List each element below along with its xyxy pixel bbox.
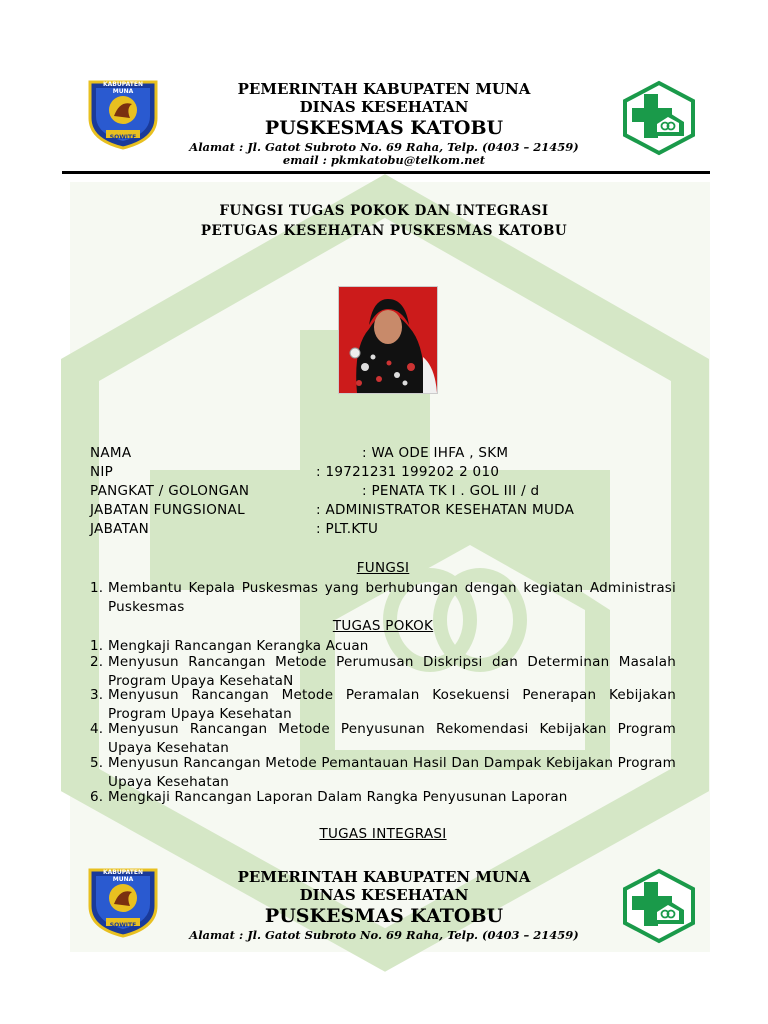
- tugas-pokok-item-number: 5.: [90, 755, 104, 771]
- emblem-top-text: KABUPATEN MUNA: [103, 869, 143, 883]
- header-email: email : pkmkatobu@telkom.net: [282, 153, 486, 167]
- field-label-jabatan: JABATAN: [90, 521, 150, 537]
- tugas-pokok-item-text: Menyusun Rancangan Metode Perumusan Diskripsi dan Determinan Masalah Program Upaya KesehataN: [108, 654, 676, 689]
- header-divider: [62, 171, 710, 174]
- tugas-pokok-item-number: 4.: [90, 721, 104, 737]
- emblem-bottom-text: SOWITE: [109, 134, 137, 141]
- fungsi-item-number: 1.: [90, 580, 104, 596]
- tugas-pokok-item-text: Menyusun Rancangan Metode Penyusunan Rekomendasi Kebijakan Program Upaya Kesehatan: [108, 721, 676, 756]
- tugas-pokok-item-text: Menyusun Rancangan Metode Peramalan Kosekuensi Penerapan Kebijakan Program Upaya Kesehatan: [108, 687, 676, 722]
- tugas-pokok-item: [90, 686, 676, 720]
- section-heading-tugas-pokok: TUGAS POKOK: [332, 618, 434, 634]
- tugas-pokok-item: [90, 653, 676, 687]
- field-label-nama: NAMA: [90, 445, 132, 461]
- footer-header-department: DINAS KESEHATAN: [299, 886, 469, 904]
- tugas-pokok-item-number: 6.: [90, 789, 104, 805]
- fungsi-item-text: Membantu Kepala Puskesmas yang berhubungan dengan kegiatan Administrasi Puskesmas: [108, 580, 676, 615]
- footer-header-puskesmas: PUSKESMAS KATOBU: [264, 905, 504, 927]
- footer-header-address: Alamat : Jl. Gatot Subroto No. 69 Raha, Telp. (0403 – 21459): [189, 928, 579, 942]
- field-label-nip: NIP: [90, 464, 114, 480]
- tugas-pokok-item-text: Mengkaji Rancangan Laporan Dalam Rangka Penyusunan Laporan: [108, 789, 568, 805]
- emblem-top-text: KABUPATEN MUNA: [103, 81, 143, 95]
- tugas-pokok-item-number: 1.: [90, 638, 104, 654]
- fungsi-item: [90, 579, 676, 617]
- header-puskesmas: PUSKESMAS KATOBU: [264, 117, 504, 139]
- tugas-pokok-item-number: 2.: [90, 654, 104, 670]
- document-title-line1: FUNGSI TUGAS POKOK DAN INTEGRASI: [219, 203, 549, 219]
- tugas-pokok-item-text: Menyusun Rancangan Metode Pemantauan Hasil Dan Dampak Kebijakan Program Upaya Kesehatan: [108, 755, 676, 790]
- footer-header-government: PEMERINTAH KABUPATEN MUNA: [237, 868, 531, 886]
- tugas-pokok-item: [90, 720, 676, 754]
- header-department: DINAS KESEHATAN: [299, 98, 469, 116]
- field-value-nama: : WA ODE IHFA , SKM: [362, 445, 509, 461]
- staff-photo: [338, 286, 438, 394]
- puskesmas-logo-icon: [622, 868, 696, 944]
- field-value-nip: : 19721231 199202 2 010: [316, 464, 500, 480]
- field-value-jabatan: : PLT.KTU: [316, 521, 379, 537]
- section-heading-fungsi: FUNGSI: [356, 560, 410, 576]
- header-government: PEMERINTAH KABUPATEN MUNA: [237, 80, 531, 98]
- emblem-bottom-text: SOWITE: [109, 922, 137, 929]
- section-heading-tugas-integrasi: TUGAS INTEGRASI: [319, 826, 447, 842]
- tugas-pokok-item: [90, 788, 676, 806]
- tugas-pokok-item-number: 3.: [90, 687, 104, 703]
- puskesmas-logo-icon: [622, 80, 696, 156]
- tugas-pokok-item-text: Mengkaji Rancangan Kerangka Acuan: [108, 638, 369, 654]
- field-label-pangkat: PANGKAT / GOLONGAN: [90, 483, 250, 499]
- field-value-jabatan-fungsional: : ADMINISTRATOR KESEHATAN MUDA: [316, 502, 575, 518]
- document-title-line2: PETUGAS KESEHATAN PUSKESMAS KATOBU: [200, 223, 568, 239]
- header-address: Alamat : Jl. Gatot Subroto No. 69 Raha, Telp. (0403 – 21459): [189, 140, 579, 154]
- field-value-pangkat: : PENATA TK I . GOL III / d: [362, 483, 540, 499]
- tugas-pokok-item: [90, 754, 676, 788]
- field-label-jabatan-fungsional: JABATAN FUNGSIONAL: [90, 502, 245, 518]
